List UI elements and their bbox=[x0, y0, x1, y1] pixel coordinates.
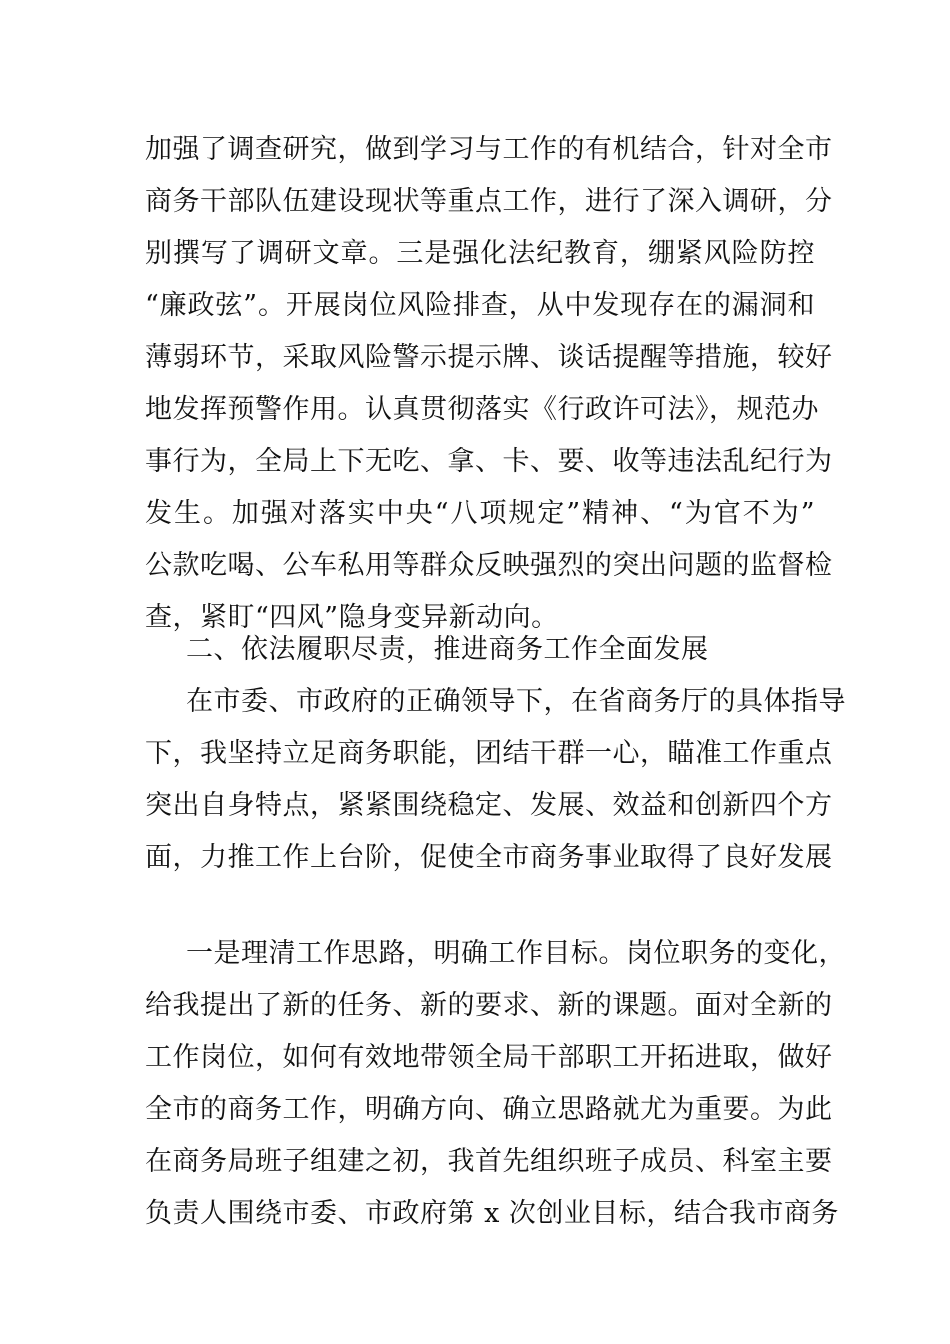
text-line: 公款吃喝、公车私用等群众反映强烈的突出问题的监督检 bbox=[145, 550, 833, 581]
text-line: “廉政弦”。开展岗位风险排查，从中发现存在的漏洞和 bbox=[145, 290, 815, 321]
section-heading: 二、依法履职尽责，推进商务工作全面发展 bbox=[186, 634, 709, 665]
text-line: 查，紧盯“四风”隐身变异新动向。 bbox=[145, 602, 559, 633]
text-line: 负责人围绕市委、市政府第 x 次创业目标，结合我市商务 bbox=[145, 1198, 839, 1229]
text-line: 突出自身特点，紧紧围绕稳定、发展、效益和创新四个方 bbox=[145, 790, 833, 821]
text-line: 别撰写了调研文章。三是强化法纪教育，绷紧风险防控 bbox=[145, 238, 815, 269]
text-line: 薄弱环节，采取风险警示提示牌、谈话提醒等措施，较好 bbox=[145, 342, 833, 373]
text-line: 全市的商务工作，明确方向、确立思路就尤为重要。为此 bbox=[145, 1094, 833, 1125]
text-line: 事行为，全局上下无吃、拿、卡、要、收等违法乱纪行为 bbox=[145, 446, 833, 477]
text-line: 商务干部队伍建设现状等重点工作，进行了深入调研，分 bbox=[145, 186, 833, 217]
text-line: 在市委、市政府的正确领导下，在省商务厅的具体指导 bbox=[186, 686, 846, 717]
text-line: 下，我坚持立足商务职能，团结干群一心，瞄准工作重点 bbox=[145, 738, 833, 769]
text-line: 在商务局班子组建之初，我首先组织班子成员、科室主要 bbox=[145, 1146, 833, 1177]
text-line: 加强了调查研究，做到学习与工作的有机结合，针对全市 bbox=[145, 134, 833, 165]
text-line: 给我提出了新的任务、新的要求、新的课题。面对全新的 bbox=[145, 990, 833, 1021]
text-line: 地发挥预警作用。认真贯彻落实《行政许可法》，规范办 bbox=[145, 394, 819, 425]
text-line: 面，力推工作上台阶，促使全市商务事业取得了良好发展 bbox=[145, 842, 833, 873]
text-line: 一是理清工作思路，明确工作目标。岗位职务的变化， bbox=[186, 938, 846, 969]
text-line: 工作岗位，如何有效地带领全局干部职工开拓进取，做好 bbox=[145, 1042, 833, 1073]
text-line: 发生。加强对落实中央“八项规定”精神、“为官不为” bbox=[145, 498, 815, 529]
